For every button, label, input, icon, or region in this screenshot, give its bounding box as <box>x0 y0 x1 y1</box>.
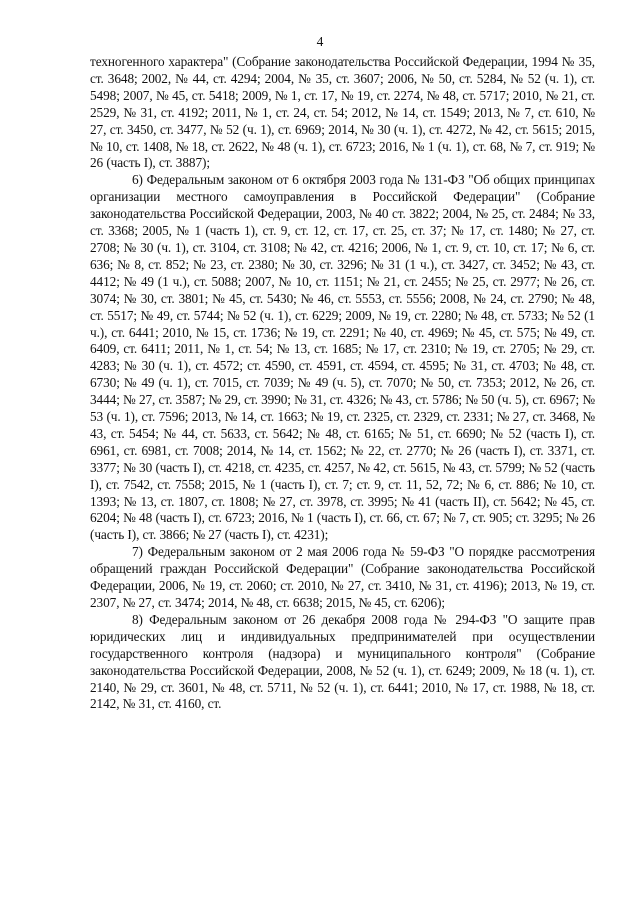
document-body <box>90 54 595 713</box>
page-number: 4 <box>316 34 324 49</box>
paragraph-item-7: 7) Федеральным законом от 2 мая 2006 года № 59-ФЗ "О порядке рассмотрения обращений граждан Российской Федерации" (Собрание законодательства Российской Федерации, 2006, № 19, ст. 2060; ст. 2010, № 27, ст. 3410, № 31, ст. 4196); 2013, № 19, ст. 2307, № 27, ст. 3474; 2014, № 48, ст. 6638; 2015, № 45, ст. 6206); <box>90 544 595 610</box>
paragraph-continuation: техногенного характера" (Собрание законодательства Российской Федерации, 1994 № 35, ст. 3648; 2002, № 44, ст. 4294; 2004, № 35, ст. 3607; 2006, № 50, ст. 5284, № 52 (ч. 1), ст. 5498; 2007, № 45, ст. 5418; 2009, № 1, ст. 17, № 19, ст. 2274, № 48, ст. 5717; 2010, № 21, ст. 2529, № 31, ст. 4192; 2011, № 1, ст. 24, ст. 54; 2012, № 14, ст. 1549; 2013, № 7, ст. 610, № 27, ст. 3450, ст. 3477, № 52 (ч. 1), ст. 6969; 2014, № 30 (ч. 1), ст. 4272, № 42, ст. 5615; 2015, № 10, ст. 1408, № 18, ст. 2622, № 48 (ч. 1), ст. 6723; 2016, № 1 (ч. 1), ст. 68, № 7, ст. 919; № 26 (часть I), ст. 3887); <box>90 54 595 171</box>
paragraph-item-6: 6) Федеральным законом от 6 октября 2003 года № 131-ФЗ "Об общих принципах организации местного самоуправления в Российской Федерации" (Собрание законодательства Российской Федерации, 2003, № 40 ст. 3822; 2004, № 25, ст. 2484; № 33, ст. 3368; 2005, № 1 (часть 1), ст. 9, ст. 12, ст. 17, ст. 25, ст. 37; № 17, ст. 1480; № 27, ст. 2708; № 30 (ч. 1), ст. 3104, ст. 3108; № 42, ст. 4216; 2006, № 1, ст. 9, ст. 10, ст. 17; № 6, ст. 636; № 8, ст. 852; № 23, ст. 2380; № 30, ст. 3296; № 31 (1 ч.), ст. 3427, ст. 3452; № 43, ст. 4412; № 49 (1 ч.), ст. 5088; 2007, № 10, ст. 1151; № 21, ст. 2455; № 25, ст. 2977; № 26, ст. 3074; № 30, ст. 3801; № 45, ст. 5430; № 46, ст. 5553, ст. 5556; 2008, № 24, ст. 2790; № 48, ст. 5517; № 49, ст. 5744; № 52 (ч. 1), ст. 6229; 2009, № 19, ст. 2280; № 48, ст. 5733; № 52 (1 ч.), ст. 6441; 2010, № 15, ст. 1736; № 19, ст. 2291; № 40, ст. 4969; № 45, ст. 575; № 49, ст. 6409, ст. 6411; 2011, № 1, ст. 54; № 13, ст. 1685; № 17, ст. 2310; № 19, ст. 2705; № 29, ст. 4283; № 30 (ч. 1), ст. 4572; ст. 4590, ст. 4591, ст. 4594, ст. 4595; № 31, ст. 4703; № 48, ст. 6730; № 49 (ч. 1), ст. 7015, ст. 7039; № 49 (ч. 5), ст. 7070; № 50, ст. 7353; 2012, № 26, ст. 3444; № 27, ст. 3587; № 29, ст. 3990; № 31, ст. 4326; № 43, ст. 5786; № 50 (ч. 5), ст. 6967; № 53 (ч. 1), ст. 7596; 2013, № 14, ст. 1663; № 19, ст. 2325, ст. 2329, ст. 2331; № 27, ст. 3468, № 43, ст. 5454; № 44, ст. 5633, ст. 5642; № 48, ст. 6165; № 51, ст. 6690; № 52 (часть I), ст. 6961, ст. 6981, ст. 7008; 2014, № 14, ст. 1562; № 22, ст. 2770; № 26 (часть I), ст. 3371, ст. 3377; № 30 (часть I), ст. 4218, ст. 4235, ст. 4257, № 42, ст. 5615, № 43, ст. 5799; № 52 (часть I), ст. 7542, ст. 7558; 2015, № 1 (часть I), ст. 7; ст. 9, ст. 11, 52, 72; № 6, ст. 886; № 10, ст. 1393; № 13, ст. 1807, ст. 1808; № 27, ст. 3978, ст. 3995; № 41 (часть II), ст. 5642; № 45, ст. 6204; № 48 (часть I), ст. 6723; 2016, № 1 (часть I), ст. 66, ст. 67; № 7, ст. 905; ст. 3295; № 26 (часть I), ст. 3866; № 27 (часть I), ст. 4231); <box>90 172 595 543</box>
paragraph-item-8: 8) Федеральным законом от 26 декабря 2008 года № 294-ФЗ "О защите прав юридических лиц и индивидуальных предпринимателей при осуществлении государственного контроля (надзора) и муниципального контроля" (Собрание законодательства Российской Федерации, 2008, № 52 (ч. 1), ст. 6249; 2009, № 18 (ч. 1), ст. 2140, № 29, ст. 3601, № 48, ст. 5711, № 52 (ч. 1), ст. 6441; 2010, № 17, ст. 1988, № 18, ст. 2142, № 31, ст. 4160, ст. <box>90 611 595 712</box>
